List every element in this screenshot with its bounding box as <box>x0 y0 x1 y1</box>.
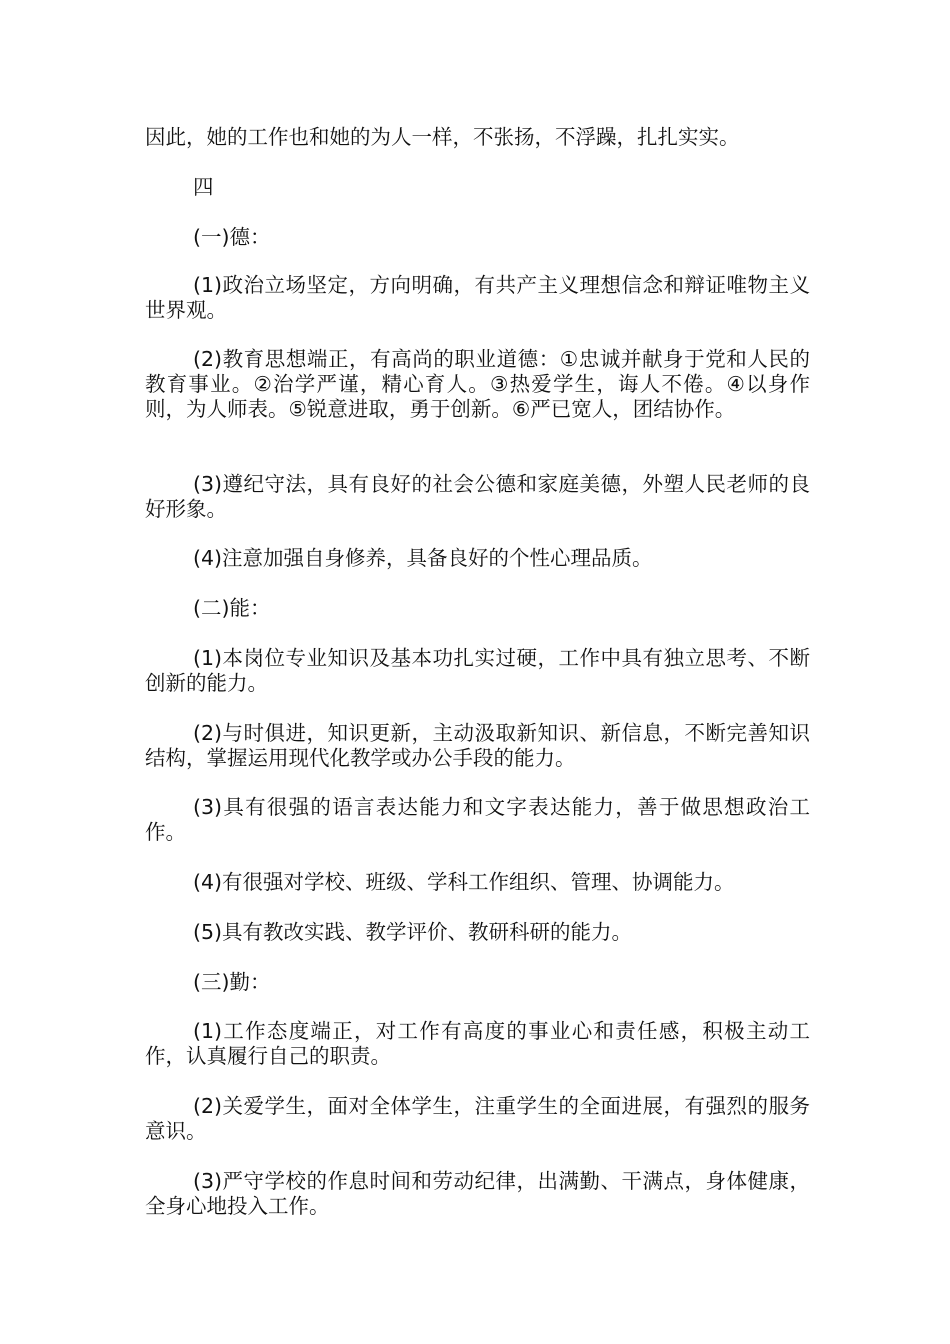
virtue-item-4: (4)注意加强自身修养，具备良好的个性心理品质。 <box>193 546 653 570</box>
diligence-item-1: (1)工作态度端正，对工作有高度的事业心和责任感，积极主动工作，认真履行自己的职责。 <box>145 1019 810 1068</box>
section-number: 四 <box>193 175 214 199</box>
ability-item-4: (4)有很强对学校、班级、学科工作组织、管理、协调能力。 <box>193 870 735 894</box>
ability-item-1: (1)本岗位专业知识及基本功扎实过硬，工作中具有独立思考、不断创新的能力。 <box>145 646 810 695</box>
heading-diligence: (三)勤： <box>193 970 271 994</box>
heading-virtue: (一)德： <box>193 225 271 249</box>
virtue-item-2: (2)教育思想端正，有高尚的职业道德：①忠诚并献身于党和人民的教育事业。②治学严谨，精心育人。③热爱学生，诲人不倦。④以身作则，为人师表。⑤锐意进取，勇于创新。⑥严已宽人，团结协作。 <box>145 347 810 421</box>
virtue-item-1: (1)政治立场坚定，方向明确，有共产主义理想信念和辩证唯物主义世界观。 <box>145 273 810 322</box>
ability-item-2: (2)与时俱进，知识更新，主动汲取新知识、新信息，不断完善知识结构，掌握运用现代化教学或办公手段的能力。 <box>145 721 810 770</box>
ability-item-3: (3)具有很强的语言表达能力和文字表达能力，善于做思想政治工作。 <box>145 795 810 844</box>
paragraph-intro: 因此，她的工作也和她的为人一样，不张扬，不浮躁，扎扎实实。 <box>145 125 740 149</box>
diligence-item-3: (3)严守学校的作息时间和劳动纪律，出满勤、干满点，身体健康，全身心地投入工作。 <box>145 1169 810 1218</box>
heading-ability: (二)能： <box>193 596 271 620</box>
ability-item-5: (5)具有教改实践、教学评价、教研科研的能力。 <box>193 920 633 944</box>
diligence-item-2: (2)关爱学生，面对全体学生，注重学生的全面进展，有强烈的服务意识。 <box>145 1094 810 1143</box>
virtue-item-3: (3)遵纪守法，具有良好的社会公德和家庭美德，外塑人民老师的良好形象。 <box>145 472 810 521</box>
